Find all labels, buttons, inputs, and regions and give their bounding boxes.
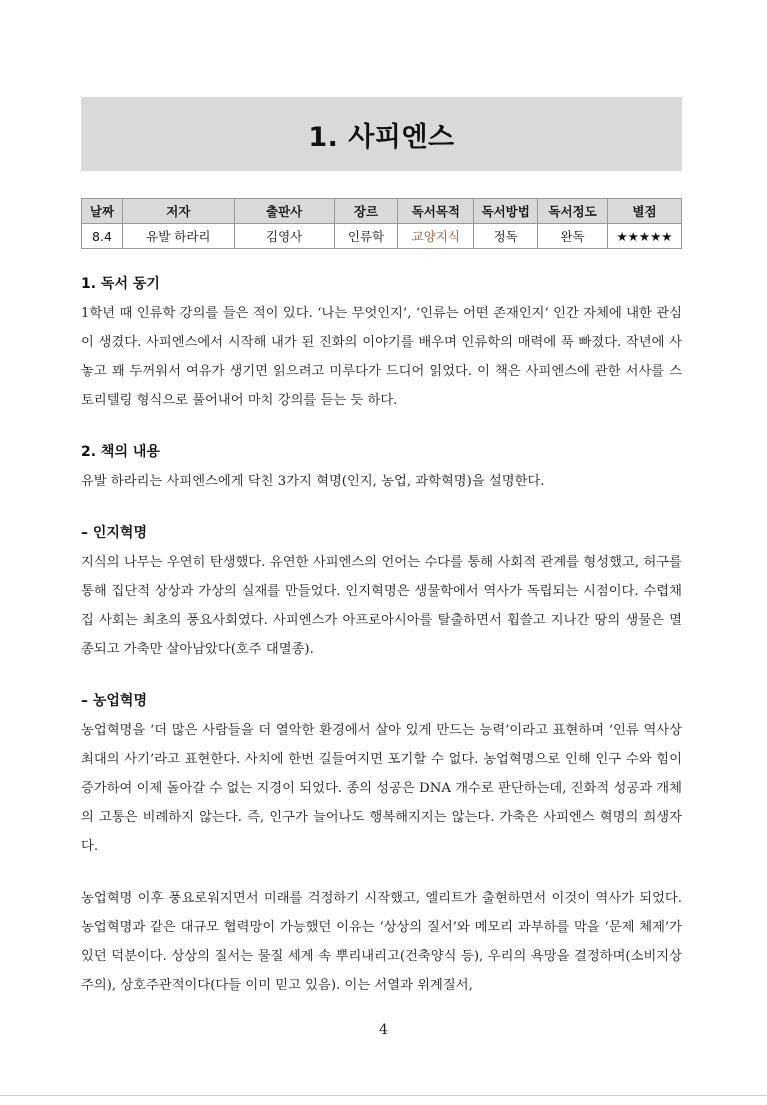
paragraph-agricultural-2: 농업혁명 이후 풍요로워지면서 미래를 걱정하기 시작했고, 엘리트가 출현하면서 이것이 역사가 되었다. 농업혁명과 같은 대규모 협력망이 가능했던 이유는 ‘상상의 질서’와 메모리 과부하를 막을 ‘문제 체제’가 있던 덕분이다. 상상의 질서는 물질 세계 속 뿌리내리고(건축양식 등), 우리의 욕망을 결정하며(소비지상주의), 상호주관적이다(다들 이미 믿고 있음). 이는 서열과 위계질서, [81, 891, 682, 993]
header-rating: 별점 [607, 199, 681, 224]
subheading-cognitive: – 인지혁명 [81, 525, 147, 541]
table-row [82, 224, 682, 249]
cell-progress: 완독 [538, 224, 608, 249]
cell-publisher: 김영사 [234, 224, 334, 249]
cell-date: 8.4 [82, 224, 123, 249]
cell-method: 정독 [474, 224, 538, 249]
paragraph-motive: 1학년 때 인류학 강의를 들은 적이 있다. ‘나는 무엇인지’, ‘인류는 어떤 존재인지’ 인간 자체에 내한 관심이 생겼다. 사피엔스에서 시작해 내가 된 진화의 이야기를 배우며 인류학의 매력에 푹 빠졌다. 작년에 사 놓고 꽤 두꺼워서 여유가 생기면 읽으려고 미루다가 드디어 읽었다. 이 책은 사피엔스에 관한 서사를 스토리텔링 형식으로 풀어내어 마치 강의를 듣는 듯 하다. [81, 306, 682, 408]
section-heading-content: 2. 책의 내용 [81, 444, 160, 460]
body-content [81, 270, 682, 1000]
paragraph-agricultural: 농업혁명을 ‘더 많은 사람들을 더 열악한 환경에서 살아 있게 만드는 능력’이라고 표현하며 ‘인류 역사상 최대의 사기’라고 표현한다. 사치에 한번 길들여지면 포기할 수 없다. 농업혁명으로 인해 인구 수와 힘이 증가하여 이제 돌아갈 수 없는 지경이 되었다. 종의 성공은 DNA 개수로 판단하는데, 진화적 성공과 개체의 고통은 비례하지 않는다. 즉, 인구가 늘어나도 행복해지지는 않는다. 가축은 사피엔스 혁명의 희생자다. [81, 723, 682, 854]
cell-genre: 인류학 [334, 224, 398, 249]
header-date: 날짜 [82, 199, 123, 224]
header-genre: 장르 [334, 199, 398, 224]
header-author: 저자 [122, 199, 234, 224]
header-publisher: 출판사 [234, 199, 334, 224]
table-header-row [82, 199, 682, 224]
reading-info-table [81, 198, 682, 249]
header-progress: 독서정도 [538, 199, 608, 224]
page-bottom-divider [0, 1095, 767, 1096]
paragraph-content-intro: 유발 하라리는 사피엔스에게 닥친 3가지 혁명(인지, 농업, 과학혁명)을 설명한다. [81, 474, 545, 489]
cell-purpose: 교양지식 [398, 224, 474, 249]
header-purpose: 독서목적 [398, 199, 474, 224]
title-banner [81, 97, 682, 171]
page-number: 4 [379, 1022, 388, 1038]
page-title: 1. 사피엔스 [308, 121, 455, 153]
subheading-agricultural: – 농업혁명 [81, 693, 147, 709]
header-method: 독서방법 [474, 199, 538, 224]
section-heading-motive: 1. 독서 동기 [81, 276, 160, 292]
paragraph-cognitive: 지식의 나무는 우연히 탄생했다. 유연한 사피엔스의 언어는 수다를 통해 사회적 관계를 형성했고, 허구를 통해 집단적 상상과 가상의 실재를 만들었다. 인지혁명은 생물학에서 역사가 독립되는 시점이다. 수렵채집 사회는 최초의 풍요사회였다. 사피엔스가 아프로아시아를 탈출하면서 휩쓸고 지나간 땅의 생물은 멸종되고 가축만 살아남았다(호주 대멸종). [81, 555, 682, 657]
cell-author: 유발 하라리 [122, 224, 234, 249]
cell-rating-stars: ★★★★★ [607, 224, 681, 249]
